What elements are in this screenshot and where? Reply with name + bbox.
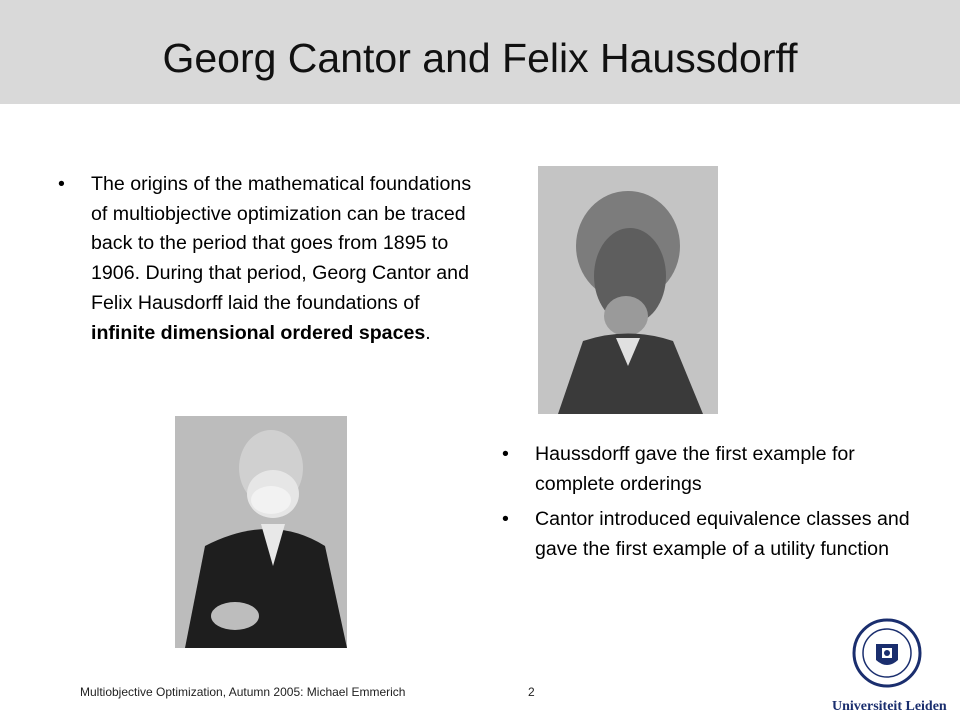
footer-text: Multiobjective Optimization, Autumn 2005: Michael Emmerich	[80, 685, 406, 699]
hausdorff-portrait-drawing	[538, 166, 718, 414]
leiden-seal-icon	[852, 618, 922, 688]
left-bullet-text: The origins of the mathematical foundations of multiobjective optimization can be traced back to the period that goes from 1895 to 1906. During that period, Georg Cantor and Felix Hausdorff laid the foundations of	[91, 173, 472, 314]
left-bullet-end: .	[425, 321, 431, 344]
page-number: 2	[528, 685, 535, 699]
left-bullet-item	[58, 170, 488, 348]
hausdorff-portrait	[538, 166, 718, 414]
left-bullet-list	[58, 170, 488, 348]
university-logo-text: Universiteit Leiden	[832, 699, 947, 714]
left-bullet-bold-text: infinite dimensional ordered spaces	[91, 321, 426, 344]
right-bullet-item-2: • Cantor introduced equivalence classes and gave the first example of a utility function	[502, 505, 922, 564]
slide-title: Georg Cantor and Felix Haussdorff	[162, 35, 798, 81]
cantor-portrait	[175, 416, 347, 648]
right-bullet-item-1: • Haussdorff gave the first example for complete orderings	[502, 440, 922, 499]
cantor-portrait-drawing	[175, 416, 347, 648]
right-bullet-list	[502, 440, 922, 571]
